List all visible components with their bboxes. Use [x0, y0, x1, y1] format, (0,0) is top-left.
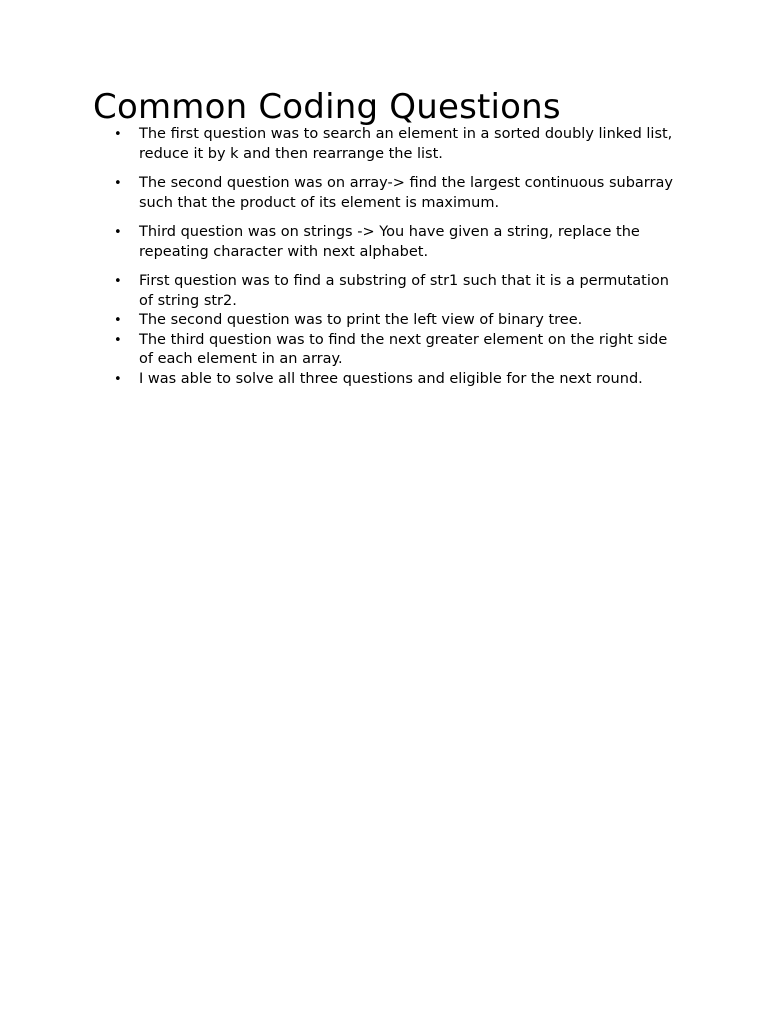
list-item-text: The second question was on array-> find the largest continuous subarray such that the product of its element is maximum.: [139, 175, 673, 211]
list-item-text: First question was to find a substring of str1 such that it is a permutation of string str2.: [139, 273, 669, 309]
list-item-text: The second question was to print the left view of binary tree.: [139, 312, 583, 328]
list-item: [0, 223, 684, 262]
bullet-icon: •: [114, 274, 122, 289]
question-list: [0, 125, 684, 389]
list-item: [0, 272, 684, 311]
bullet-icon: •: [114, 225, 122, 240]
list-item-text: The first question was to search an element in a sorted doubly linked list, reduce it by k and then rearrange the list.: [139, 126, 673, 162]
list-item-text: The third question was to find the next greater element on the right side of each element in an array.: [139, 331, 668, 367]
list-item: [0, 311, 684, 331]
list-item: [0, 174, 684, 213]
list-item: [0, 370, 684, 390]
list-item: [0, 331, 684, 370]
bullet-icon: •: [114, 371, 122, 387]
bullet-icon: •: [114, 313, 122, 328]
list-item-text: I was able to solve all three questions and eligible for the next round.: [139, 370, 643, 387]
page-title: Common Coding Questions: [93, 87, 561, 127]
bullet-icon: •: [114, 176, 122, 191]
list-item-text: Third question was on strings -> You have given a string, replace the repeating character with next alphabet.: [139, 224, 640, 260]
list-item: [0, 125, 684, 164]
bullet-icon: •: [114, 332, 122, 348]
bullet-icon: •: [114, 127, 122, 142]
